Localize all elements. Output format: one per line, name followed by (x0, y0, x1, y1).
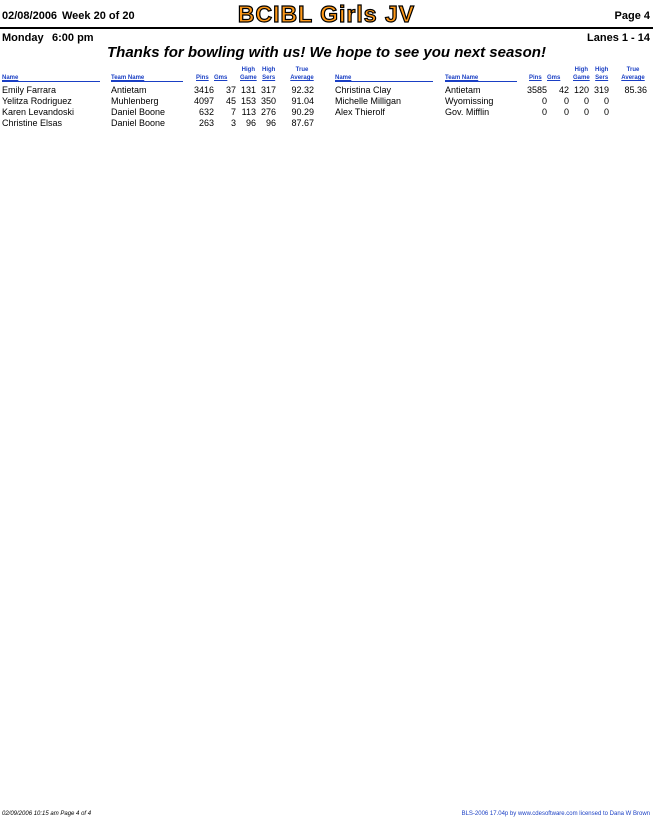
games: 0 (563, 96, 569, 106)
true-average: 87.67 (291, 118, 314, 128)
software-credit: BLS-2006 17.04p by www.cdesoftware.com licensed to Dana W Brown (461, 811, 650, 817)
col-name-rule-left (2, 81, 100, 82)
header-divider (0, 27, 653, 29)
high-series: 96 (265, 118, 276, 128)
col-team-left: Team Name (111, 75, 145, 81)
team-name: Gov. Mifflin (445, 107, 490, 117)
col-highsers-right: High Sers (595, 67, 609, 81)
col-gms-right: Gms (547, 75, 561, 81)
pins: 632 (198, 107, 214, 117)
high-series: 350 (260, 96, 276, 106)
high-series: 0 (603, 107, 609, 117)
bowler-name: Michelle Milligan (335, 96, 402, 106)
high-game: 120 (573, 85, 589, 95)
games: 7 (230, 107, 236, 117)
week-label: Week 20 of 20 (62, 10, 135, 22)
bowler-name: Karen Levandoski (2, 107, 75, 117)
pins: 3585 (526, 85, 547, 95)
col-highgame-right: High Game (573, 67, 590, 81)
col-team-right: Team Name (445, 75, 479, 81)
pins: 0 (541, 96, 547, 106)
col-pins-right: Pins (529, 75, 542, 81)
team-name: Daniel Boone (111, 107, 166, 117)
high-series: 317 (260, 85, 276, 95)
col-name-rule-right (335, 81, 433, 82)
pins: 4097 (193, 96, 214, 106)
team-name: Daniel Boone (111, 118, 166, 128)
high-series: 276 (260, 107, 276, 117)
games: 42 (558, 85, 569, 95)
bowler-name: Emily Farrara (2, 85, 57, 95)
true-average: 91.04 (291, 96, 314, 106)
lanes-label: Lanes 1 - 14 (587, 32, 650, 44)
true-average: 92.32 (291, 85, 314, 95)
col-team-rule-left (111, 81, 183, 82)
games: 45 (225, 96, 236, 106)
high-game: 0 (583, 96, 589, 106)
day-label: Monday (2, 32, 44, 44)
col-pins-left: Pins (196, 75, 209, 81)
time-label: 6:00 pm (52, 32, 94, 44)
true-average: 90.29 (291, 107, 314, 117)
high-series: 319 (593, 85, 609, 95)
col-name-right: Name (335, 75, 352, 81)
page-number: Page 4 (614, 10, 650, 22)
col-gms-left: Gms (214, 75, 228, 81)
bowler-name: Alex Thierolf (335, 107, 385, 117)
high-game: 153 (240, 96, 256, 106)
high-series: 0 (603, 96, 609, 106)
games: 3 (230, 118, 236, 128)
team-name: Antietam (445, 85, 481, 95)
high-game: 96 (245, 118, 256, 128)
bowler-name: Yelitza Rodriguez (2, 96, 72, 106)
col-trueavg-left: True Average (290, 67, 314, 81)
true-average: 85.36 (624, 85, 647, 95)
print-timestamp: 02/09/2006 10:15 am Page 4 of 4 (2, 811, 92, 817)
games: 0 (563, 107, 569, 117)
bowler-name: Christine Elsas (2, 118, 63, 128)
pins: 263 (198, 118, 214, 128)
closing-message: Thanks for bowling with us! We hope to see you next season! (107, 44, 546, 61)
col-highsers-left: High Sers (262, 67, 276, 81)
pins: 0 (541, 107, 547, 117)
col-team-rule-right (445, 81, 517, 82)
league-title: BCIBL Girls JV (237, 1, 416, 27)
col-highgame-left: High Game (240, 67, 257, 81)
high-game: 0 (583, 107, 589, 117)
high-game: 131 (240, 85, 256, 95)
bowler-name: Christina Clay (335, 85, 392, 95)
report-date: 02/08/2006 (2, 10, 58, 22)
col-name-left: Name (2, 75, 19, 81)
pins: 3416 (193, 85, 214, 95)
team-name: Muhlenberg (111, 96, 159, 106)
high-game: 113 (241, 107, 256, 117)
team-name: Antietam (111, 85, 147, 95)
team-name: Wyomissing (445, 96, 494, 106)
col-trueavg-right: True Average (621, 67, 645, 81)
games: 37 (225, 85, 236, 95)
